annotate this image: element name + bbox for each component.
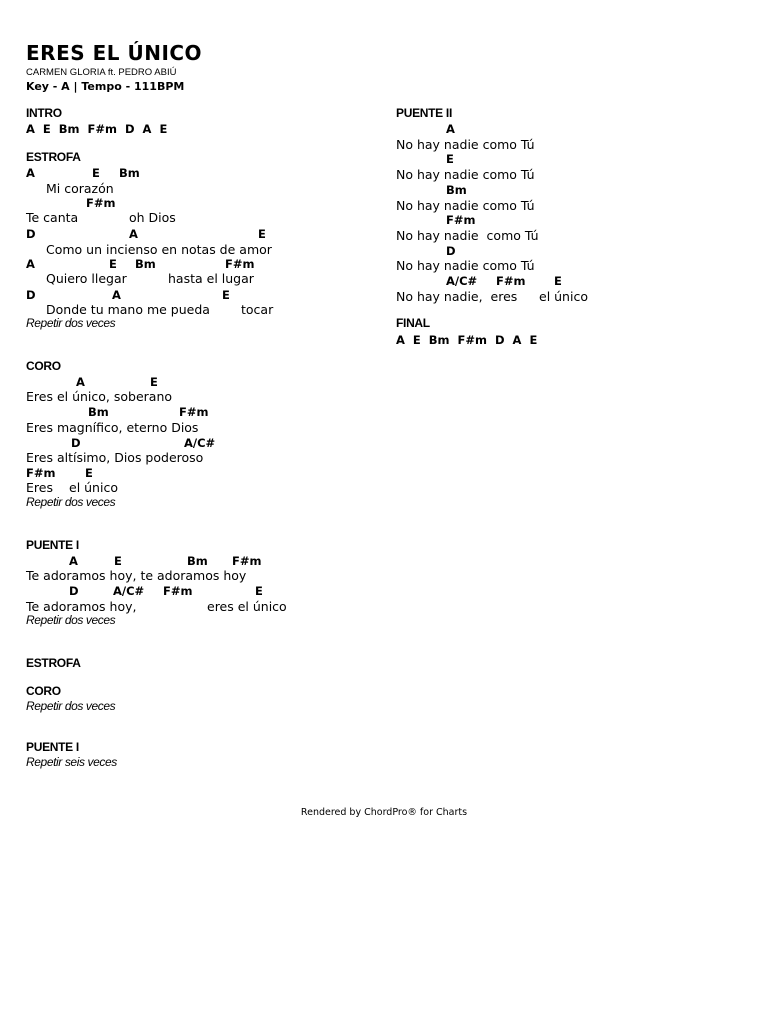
song-title: ERES EL ÚNICO xyxy=(26,41,203,65)
lyric-line: Te canta xyxy=(26,210,79,225)
chord-line: Bm xyxy=(446,183,467,197)
lyric-line: eres el único xyxy=(207,599,287,614)
chord-line: E xyxy=(554,274,562,288)
lyric-line: No hay nadie como Tú xyxy=(396,167,535,182)
lyric-line: No hay nadie, eres xyxy=(396,289,518,304)
chord-line: D xyxy=(446,244,456,258)
section-heading: ESTROFA xyxy=(26,150,81,164)
chord-line: F#m xyxy=(225,257,255,271)
chord-line: Bm xyxy=(119,166,140,180)
lyric-line: Te adoramos hoy, xyxy=(26,599,137,614)
chord-line: E xyxy=(114,554,122,568)
lyric-line: tocar xyxy=(241,302,274,317)
chord-line: F#m xyxy=(446,213,476,227)
chord-line: Bm xyxy=(135,257,156,271)
chord-line: E xyxy=(446,152,454,166)
chord-line: Bm xyxy=(88,405,109,419)
lyric-line: el único xyxy=(69,480,118,495)
chord-line: E xyxy=(109,257,117,271)
chord-line: A E Bm F#m D A E xyxy=(26,122,168,136)
chord-line: D xyxy=(26,227,36,241)
chord-line: E xyxy=(85,466,93,480)
chord-line: A xyxy=(76,375,85,389)
chord-line: E xyxy=(255,584,263,598)
chord-line: F#m xyxy=(26,466,56,480)
section-heading: INTRO xyxy=(26,106,62,120)
section-heading: CORO xyxy=(26,684,61,698)
chord-line: E xyxy=(150,375,158,389)
section-heading: FINAL xyxy=(396,316,430,330)
chord-line: F#m xyxy=(496,274,526,288)
lyric-line: hasta el lugar xyxy=(168,271,254,286)
lyric-line: No hay nadie como Tú xyxy=(396,198,535,213)
chord-line: A xyxy=(26,166,35,180)
lyric-line: Donde tu mano me pueda xyxy=(46,302,210,317)
section-heading: PUENTE II xyxy=(396,106,452,120)
chord-line: A xyxy=(446,122,455,136)
section-heading: CORO xyxy=(26,359,61,373)
lyric-line: Eres altísimo, Dios poderoso xyxy=(26,450,204,465)
lyric-line: Eres el único, soberano xyxy=(26,389,173,404)
section-heading: PUENTE I xyxy=(26,538,79,552)
lyric-line: Como un incienso en notas de amor xyxy=(46,242,272,257)
chord-line: D xyxy=(26,288,36,302)
left-column xyxy=(26,0,366,800)
chord-line: F#m xyxy=(232,554,262,568)
chord-line: A/C# xyxy=(184,436,216,450)
repeat-note: Repetir seis veces xyxy=(26,755,117,769)
repeat-note: Repetir dos veces xyxy=(26,316,116,330)
chord-line: E xyxy=(222,288,230,302)
chord-line: A E Bm F#m D A E xyxy=(396,333,538,347)
section-heading: PUENTE I xyxy=(26,740,79,754)
song-artist: CARMEN GLORIA ft. PEDRO ABIÚ xyxy=(26,67,177,78)
chord-line: A xyxy=(129,227,138,241)
lyric-line: Te adoramos hoy, te adoramos hoy xyxy=(26,568,247,583)
chord-line: D xyxy=(71,436,81,450)
lyric-line: Eres magnífico, eterno Dios xyxy=(26,420,199,435)
right-column xyxy=(396,0,736,400)
chord-line: Bm xyxy=(187,554,208,568)
lyric-line: Mi corazón xyxy=(46,181,114,196)
section-heading: ESTROFA xyxy=(26,656,81,670)
chord-line: A/C# xyxy=(113,584,145,598)
chord-line: A xyxy=(69,554,78,568)
footer-credit: Rendered by ChordPro® for Charts xyxy=(300,807,468,818)
chord-line: F#m xyxy=(179,405,209,419)
lyric-line: Eres xyxy=(26,480,53,495)
repeat-note: Repetir dos veces xyxy=(26,495,116,509)
chord-line: D xyxy=(69,584,79,598)
lyric-line: Quiero llegar xyxy=(46,271,127,286)
chord-line: A xyxy=(112,288,121,302)
lyric-line: No hay nadie como Tú xyxy=(396,228,539,243)
lyric-line: el único xyxy=(539,289,588,304)
lyric-line: oh Dios xyxy=(129,210,176,225)
chord-line: A/C# xyxy=(446,274,478,288)
lyric-line: No hay nadie como Tú xyxy=(396,258,535,273)
repeat-note: Repetir dos veces xyxy=(26,699,116,713)
lyric-line: No hay nadie como Tú xyxy=(396,137,535,152)
repeat-note: Repetir dos veces xyxy=(26,613,116,627)
chord-line: F#m xyxy=(86,196,116,210)
chord-line: F#m xyxy=(163,584,193,598)
chord-line: E xyxy=(92,166,100,180)
key-tempo: Key - A | Tempo - 111BPM xyxy=(26,80,185,93)
chord-line: E xyxy=(258,227,266,241)
chord-line: A xyxy=(26,257,35,271)
